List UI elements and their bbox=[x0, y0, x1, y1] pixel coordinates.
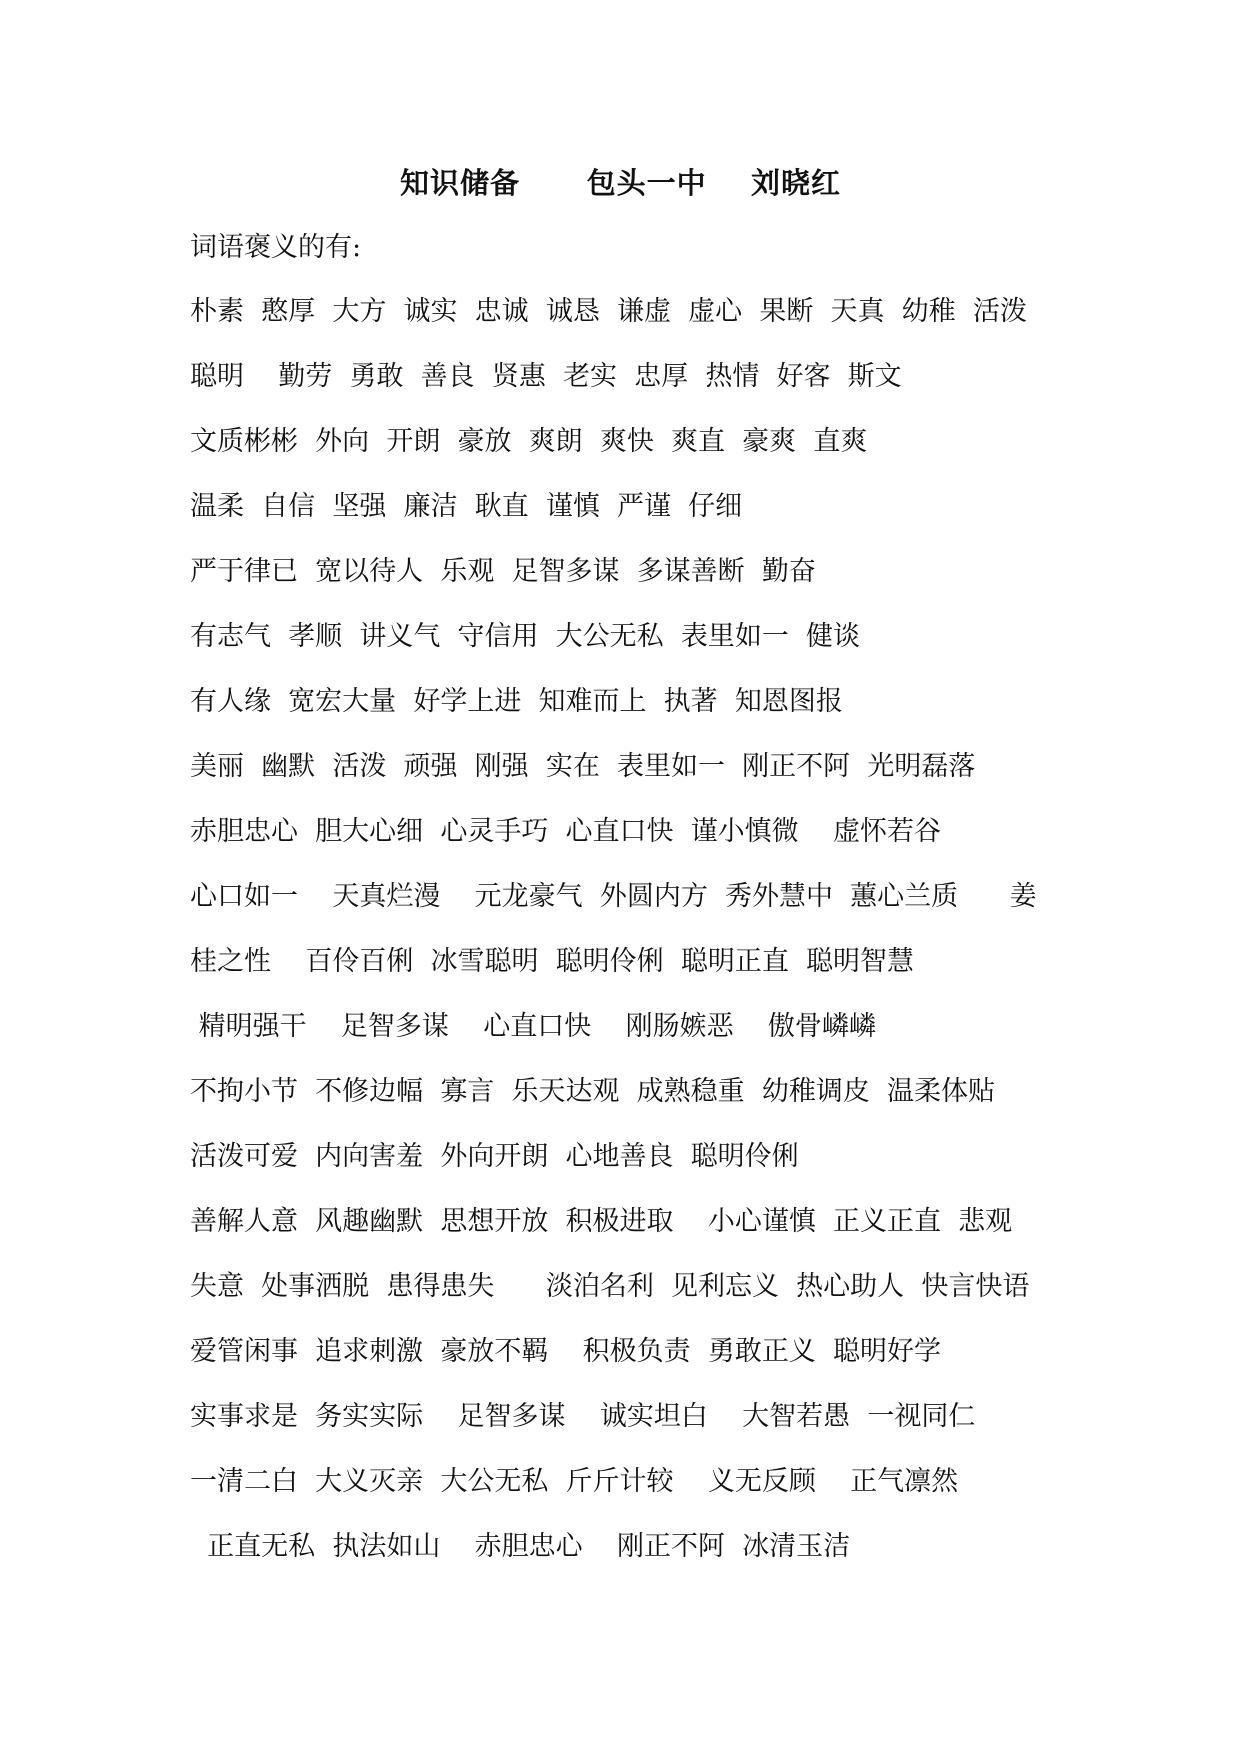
word-line: 失意 处事洒脱 患得患失 淡泊名利 见利忘义 热心助人 快言快语 bbox=[190, 1271, 1030, 1302]
word-line: 有人缘 宽宏大量 好学上进 知难而上 执著 知恩图报 bbox=[190, 686, 843, 717]
word-line: 美丽 幽默 活泼 顽强 刚强 实在 表里如一 刚正不阿 光明磊落 bbox=[190, 751, 976, 782]
word-line: 善解人意 风趣幽默 思想开放 积极进取 小心谨慎 正义正直 悲观 bbox=[190, 1206, 1013, 1237]
document-title: 知识储备 包头一中 刘晓红 bbox=[400, 166, 841, 200]
word-line: 一清二白 大义灭亲 大公无私 斤斤计较 义无反顾 正气凛然 bbox=[190, 1466, 959, 1497]
word-line: 严于律已 宽以待人 乐观 足智多谋 多谋善断 勤奋 bbox=[190, 556, 816, 587]
word-line: 温柔 自信 坚强 廉洁 耿直 谨慎 严谨 仔细 bbox=[190, 491, 743, 522]
word-line: 不拘小节 不修边幅 寡言 乐天达观 成熟稳重 幼稚调皮 温柔体贴 bbox=[190, 1076, 995, 1107]
word-line: 活泼可爱 内向害羞 外向开朗 心地善良 聪明伶俐 bbox=[190, 1141, 799, 1172]
word-line: 文质彬彬 外向 开朗 豪放 爽朗 爽快 爽直 豪爽 直爽 bbox=[190, 426, 868, 457]
word-line: 爱管闲事 追求刺激 豪放不羁 积极负责 勇敢正义 聪明好学 bbox=[190, 1336, 941, 1367]
word-list bbox=[190, 292, 1070, 1592]
word-line: 赤胆忠心 胆大心细 心灵手巧 心直口快 谨小慎微 虚怀若谷 bbox=[190, 816, 941, 847]
word-line: 桂之性 百伶百俐 冰雪聪明 聪明伶俐 聪明正直 聪明智慧 bbox=[190, 946, 914, 977]
word-line: 聪明 勤劳 勇敢 善良 贤惠 老实 忠厚 热情 好客 斯文 bbox=[190, 361, 902, 392]
word-line: 精明强干 足智多谋 心直口快 刚肠嫉恶 傲骨嶙嶙 bbox=[190, 1011, 876, 1042]
word-line: 心口如一 天真烂漫 元龙豪气 外圆内方 秀外慧中 蕙心兰质 姜 bbox=[190, 881, 1037, 912]
word-line: 有志气 孝顺 讲义气 守信用 大公无私 表里如一 健谈 bbox=[190, 621, 860, 652]
word-line: 朴素 憨厚 大方 诚实 忠诚 诚恳 谦虚 虚心 果断 天真 幼稚 活泼 bbox=[190, 296, 1027, 327]
section-heading: 词语褒义的有: bbox=[190, 232, 362, 263]
word-line: 实事求是 务实实际 足智多谋 诚实坦白 大智若愚 一视同仁 bbox=[190, 1401, 976, 1432]
word-line: 正直无私 执法如山 赤胆忠心 刚正不阿 冰清玉洁 bbox=[190, 1531, 851, 1562]
